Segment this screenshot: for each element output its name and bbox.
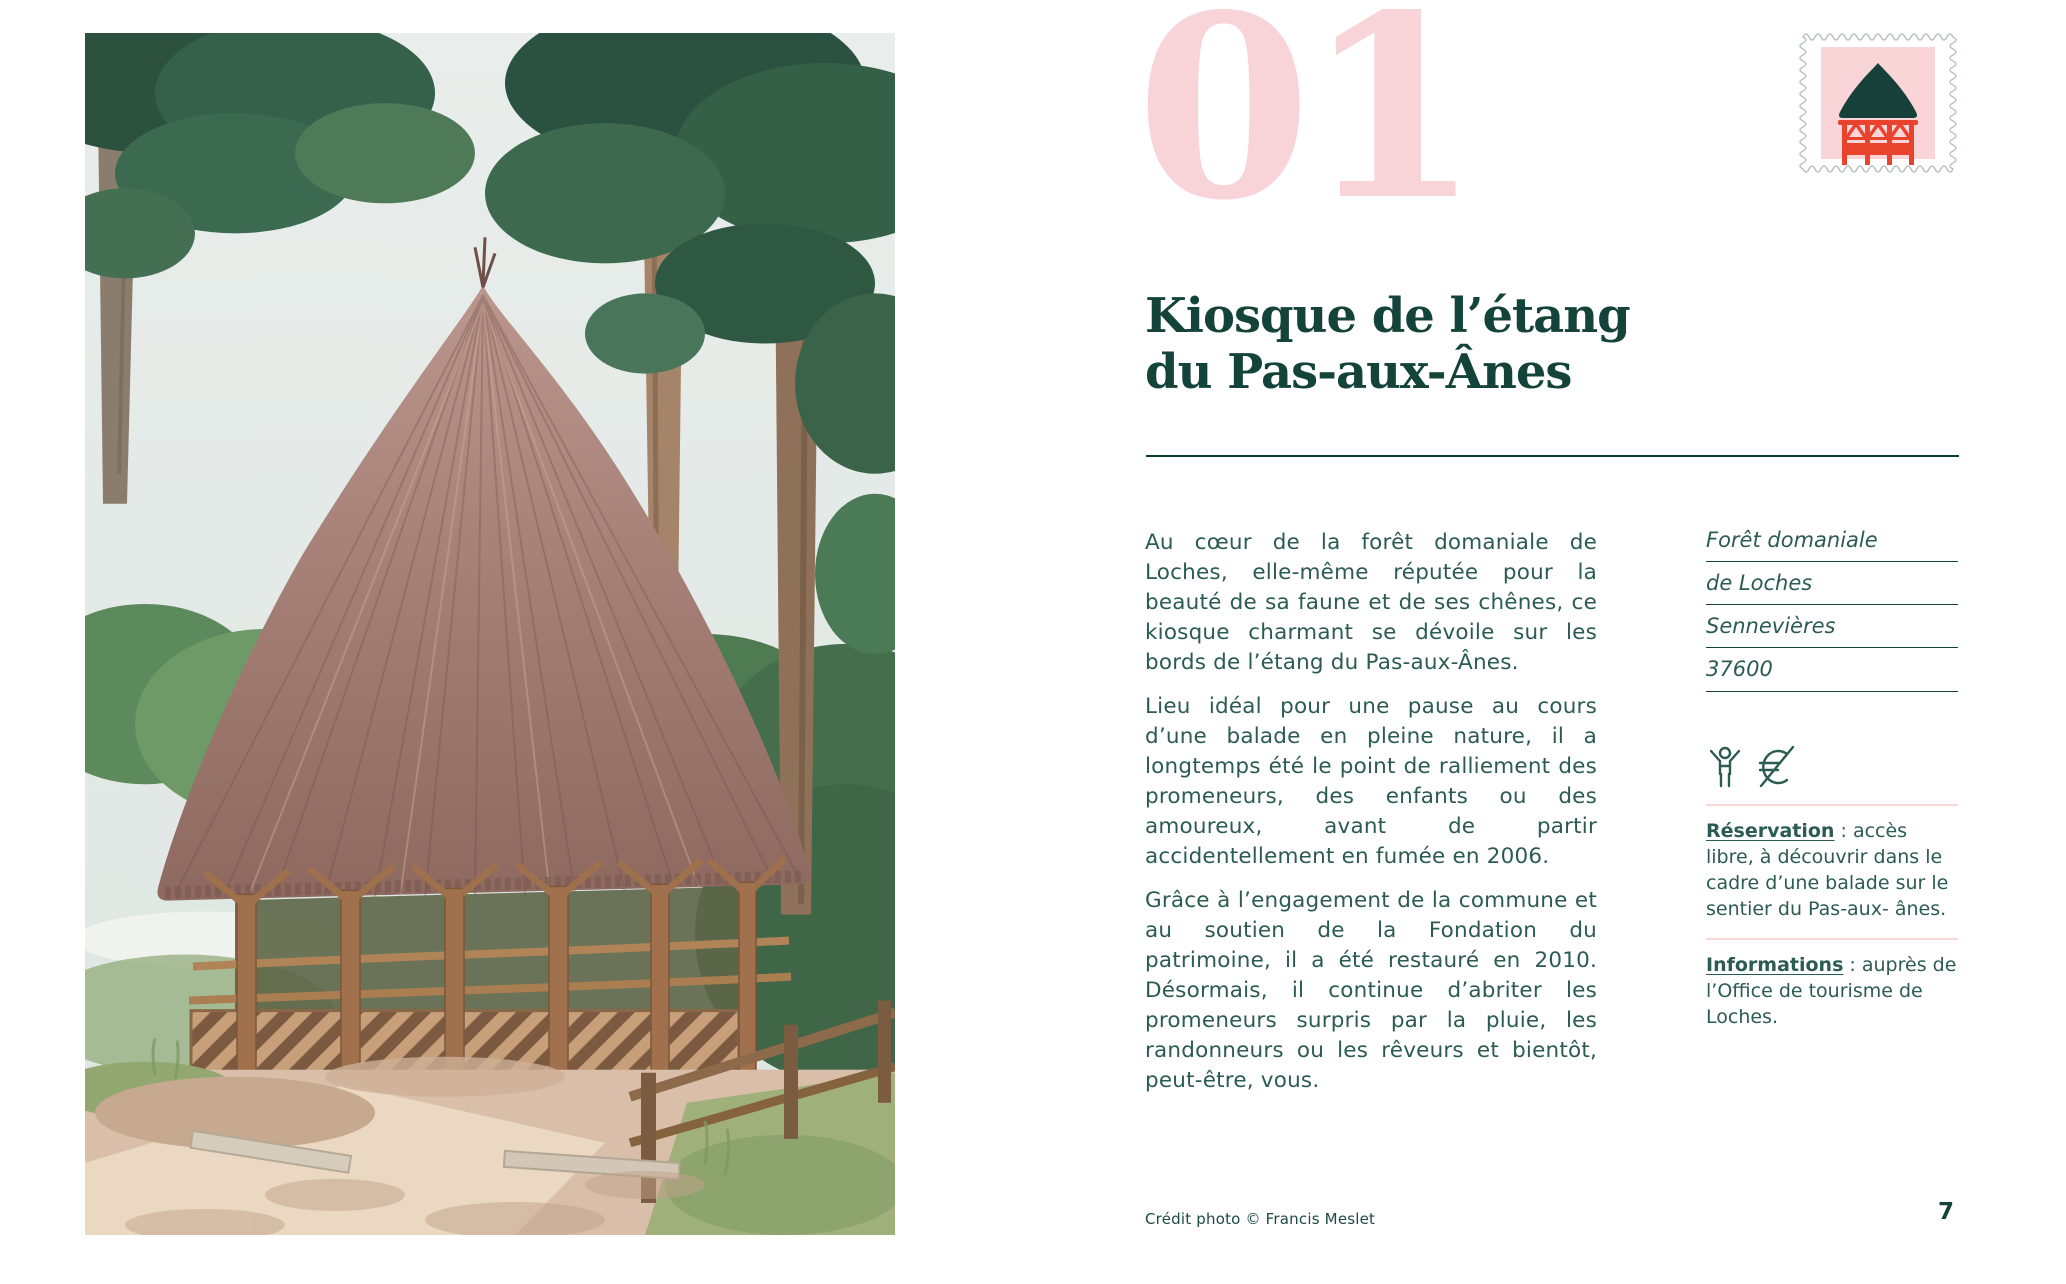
amenity-icons: [1706, 744, 1958, 788]
information-text: : auprès de l’Office de tourisme de Loches.: [1706, 953, 1957, 1028]
page-title-line1: Kiosque de l’étang: [1145, 288, 1630, 344]
free-access-person-icon: [1706, 744, 1744, 788]
information-info: [1706, 938, 1958, 1030]
title-divider: [1146, 455, 1959, 457]
article-paragraph: Grâce à l’engagement de la commune et au soutien de la Fondation du patrimoine, il a été restauré en 2010. Désormais, il continue d’abriter les promeneurs surpris par la pluie, les randonneurs ou les rêveurs et bientôt, peut-être, vous.: [1145, 888, 1597, 1093]
no-euro-fee-icon: [1756, 744, 1798, 788]
address-line: de Loches: [1706, 571, 1958, 605]
info-sidebar: [1706, 528, 1958, 1030]
chapter-number: 01: [1136, 0, 1475, 256]
article-body: [1145, 528, 1597, 1110]
reservation-text: : accès libre, à découvrir dans le cadre d’une balade sur le sentier du Pas-aux- ânes.: [1706, 819, 1949, 920]
article-paragraph: Lieu idéal pour une pause au cours d’une balade en pleine nature, il a longtemps été le point de ralliement des promeneurs, des enfants ou des amoureux, avant de partir accidentellement en fumée en 2006.: [1145, 694, 1597, 869]
page-title: [1145, 288, 1705, 400]
stamp-illustration: [1799, 27, 1957, 179]
kiosk-photo: [85, 33, 895, 1235]
article-paragraph: Au cœur de la forêt domaniale de Loches, elle-même réputée pour la beauté de sa faune et de ses chênes, ce kiosque charmant se dévoile sur les bords de l’étang du Pas-aux-Ânes.: [1145, 530, 1597, 675]
reservation-info: [1706, 804, 1958, 922]
kiosk-stamp-icon: [1799, 27, 1957, 179]
page-title-line2: du Pas-aux-Ânes: [1145, 344, 1572, 401]
address-line: Sennevières: [1706, 614, 1958, 648]
photo-credit: Crédit photo © Francis Meslet: [1145, 1210, 1376, 1228]
address-line: Forêt domaniale: [1706, 528, 1958, 562]
kiosk-photo-illustration: [85, 33, 895, 1235]
information-label: Informations: [1706, 953, 1844, 976]
address-line: 37600: [1706, 657, 1958, 691]
reservation-label: Réservation: [1706, 819, 1835, 842]
page-number: 7: [1938, 1199, 1955, 1225]
